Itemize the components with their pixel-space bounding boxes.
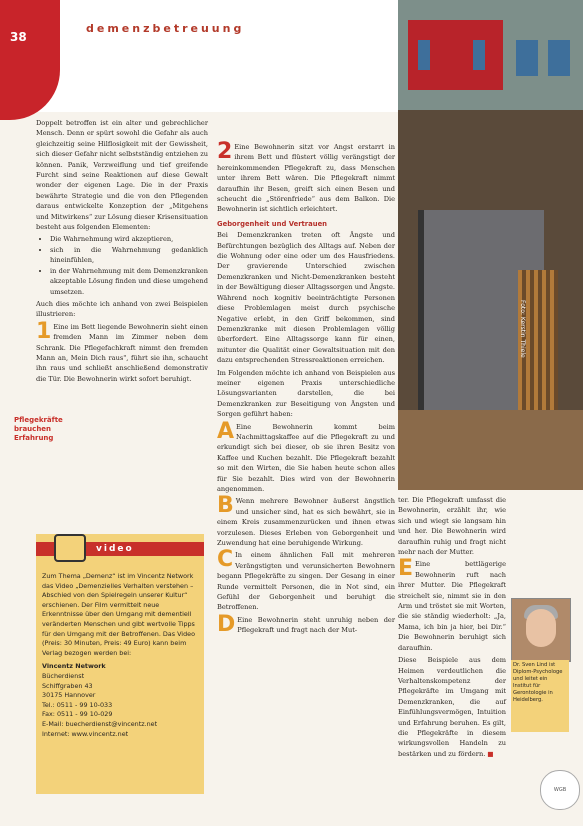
bullet-list (36, 234, 208, 296)
author-portrait (511, 598, 571, 662)
video-contact-line: Fax: 0511 - 99 10-029 (42, 710, 113, 719)
example-paragraph (217, 611, 395, 637)
video-contact-line: Tel.: 0511 - 99 10-033 (42, 700, 113, 709)
pull-quote: Pflegekräfte brauchen Erfahrung (14, 416, 63, 442)
example-paragraph (398, 556, 506, 653)
section-title: demenzbetreuung (86, 22, 245, 35)
paragraph: Im Folgenden möchte ich anhand von Beispielen aus meiner eigenen Praxis unterschiedliche Lösungsvarianten darstellen, die bei Demenzkranken zur Beseitigung von Ängsten und Sorgen geführt haben: (217, 368, 395, 419)
example-paragraph (217, 493, 395, 548)
drop-number-2: 2 (217, 139, 233, 164)
example-text: Eine Bewohnerin kommt beim Nachmittagskaffee auf die Pflegekraft zu und erkundigt sich bei dieser, ob sie ihren Besitz von Kaffee und Kuchen bezahlt. Die Pflegekraft bezahlt so mit den Wirten, die Sie haben heute schon alles für Sie bezahlt. Dies wird von der Bewohnerin angenommen. (217, 422, 395, 493)
drop-letter-a: A (217, 418, 235, 444)
video-contact-line: Schiffgraben 43 (42, 681, 93, 690)
video-contact-line: E-Mail: buecherdienst@vincentz.net (42, 719, 158, 728)
example-text: Eine bettlägerige Bewohnerin ruft nach ihrer Mutter. Die Pflegekraft streichelt sie, nimmt sie in den Arm und tröstet sie mit Worten, die sie ständig wiederholt: „Ja, Mama, ich bin ja hier, bei Dir.“ Die Bewohnerin beruhigt sich daraufhin. (398, 560, 506, 652)
photo-window (418, 40, 430, 70)
end-mark: ■ (487, 749, 494, 758)
video-camera-icon (54, 534, 86, 562)
page-number: 38 (10, 30, 27, 44)
example-text: Eine Bewohnerin sitzt vor Angst erstarrt in ihrem Bett und flüstert völlig verängstigt der hereinkommenden Pflegekraft zu, dass Menschen unter ihrem Bett wären. Die Pflegekraft nimmt daraufhin ihr Besen, greift sich einen Besen und scheucht die „Störenfriede“ aus dem Balkon. Die Bewohnerin ist sichtlich erleichtert. (217, 143, 395, 214)
column-2 (217, 139, 395, 638)
photo-caption: Foto: Kerstin Thiele (519, 300, 526, 358)
example-text: In einem ähnlichen Fall mit mehreren Verängstigten und verunsicherten Bewohnern begann Pflegekräfte zu singen. Der Gesang in einer Runde vermittelt Personen, die in Not sind, ein Gefühl der Geborgenheit und beruhigt die Betroffenen. (217, 551, 395, 612)
example-paragraph (217, 139, 395, 215)
video-infobox (36, 534, 204, 794)
author-caption: Dr. Sven Lind ist Diplom-Psychologe und leitet ein Institut für Gerontologie in Heidelberg. (511, 660, 569, 732)
photo-window (473, 40, 485, 70)
paragraph (398, 655, 506, 759)
example-text: Eine im Bett liegende Bewohnerin sieht einen fremden Mann im Zimmer neben dem Schrank. Die Pflegefachkraft nimmt den fremden Mann an, Mein Dich raus", führt sie ihn, schaucht ihn raus und schließt anschließend demonstrativ die Tür. Die Bewohnerin wirkt sofort beruhigt. (36, 322, 208, 383)
drop-letter-d: D (217, 611, 236, 637)
bullet-item: • Die Wahrnehmung wird akzeptieren, (50, 234, 208, 244)
journal-seal: WGB (540, 770, 580, 810)
column-3 (398, 495, 506, 761)
video-contact-line: Internet: www.vincentz.net (42, 729, 129, 738)
subheading: Geborgenheit und Vertrauen (217, 219, 328, 228)
video-publisher: Vincentz Network (42, 662, 106, 671)
example-paragraph (217, 547, 395, 612)
paragraph-text: Diese Beispiele aus dem Heimen verdeutlichen die Verhaltenskompetenz der Pflegekräfte im Umgang mit Demenzkranken, die auf Einfühlungsvermögen, Intuition und Erfahrung beruhen. Es gilt, die Pflegekräfte in diesem wirkungsvollen Handeln zu bestärken und zu fördern. (398, 656, 506, 758)
photo-window (516, 40, 538, 76)
paragraph: Doppelt betroffen ist ein alter und gebrechlicher Mensch. Denn er spürt sowohl die Gefahr als auch gleichzeitig seine Hilflosigkeit mit der Gewissheit, sich dieser Gefahr nicht selbstständig entziehen zu können. Panik, Verzweiflung und tief greifende Furcht sind seine Reaktionen auf diese Gewalt wonder der eigenen Lage. Die in der Praxis bewährte Strategie und die von den Pflegenden daraus entwickelte Konzeption der „Mitgehens und Mitwirkens“ zur Lösung dieser Krisensituation besteht aus folgenden Elementen: (36, 119, 208, 232)
drop-letter-c: C (217, 547, 234, 573)
example-text: Wenn mehrere Bewohner äußerst ängstlich und unsicher sind, hat es sich bewährt, sie in einem Kreis zusammenzurücken und ihnen etwas vorzulesen. Dieses Erleben von Geborgenheit und Zuwendung hat eine beruhigende Wirkung. (217, 497, 395, 548)
drop-number-1: 1 (36, 318, 52, 344)
bullet-item: • sich in die Wahrnehmung gedanklich hineinfühlen, (50, 245, 208, 266)
paragraph: Bei Demenzkranken treten oft Ängste und Befürchtungen bezüglich des Alltags auf. Neben der die Wohnung oder eine oder um des Hausfriedens. Der gravierende Unterschied zwischen Demenzkranken und Nicht-Demenzkranken besteht in der Bewältigung dieser Alltagssorgen und Ängste. Während noch kognitiv beeinträchtigte Personen diese Problemlagen meist durch psychische Negative erlebt, in den Griff bekommen, sind Demenzkranke mit diesen Problemlagen völlig überfordert. Eine Alltagssorge kann für einen, mitunter die Qualität einer Gewaltsituation mit den dazu entsprechenden Stressreaktionen erreichen. (217, 231, 395, 365)
photo-window (548, 40, 570, 76)
photo (398, 0, 583, 490)
example-paragraph (36, 318, 208, 384)
example-text: Eine Bewohnerin steht unruhig neben der Pflegekraft und fragt nach der Mut- (237, 615, 395, 635)
bullet-item: • in der Wahrnehmung mit dem Demenzkranken akzeptable Lösung finden und diese umgehend umsetzen. (50, 266, 208, 297)
video-title: video (96, 544, 134, 554)
video-contact-line: Bücherdienst (42, 671, 85, 680)
paragraph: Auch dies möchte ich anhand von zwei Beispielen illustrieren: (36, 299, 208, 319)
photo-floor (398, 410, 583, 490)
paragraph: ter. Die Pflegekraft umfasst die Bewohnerin, erzählt ihr, wie sich und wiegt sie langsam hin und her. Die Bewohnerin wird daraufhin ruhig und fragt nicht mehr nach der Mutter. (398, 496, 506, 557)
drop-letter-e: E (398, 556, 414, 582)
example-paragraph (217, 418, 395, 495)
video-body (42, 572, 200, 739)
video-description: Zum Thema „Demenz“ ist im Vincentz Network das Video „Demenzielles Verhalten verstehen – Abschied von den Spielregeln unserer Kultur“ erschienen. Der Film vermittelt neue Erkenntnisse über den Umgang mit dementiell veränderten Menschen und gibt wertvolle Tipps für den Umgang mit der Betroffenen. Das Video (Preis: 30 Minuten, Preis: 49 Euro) kann beim Verlag bezogen werden bei: (42, 572, 195, 657)
video-contact-line: 30175 Hannover (42, 691, 96, 700)
drop-letter-b: B (217, 493, 234, 519)
column-1 (36, 118, 208, 386)
portrait-face (526, 609, 556, 647)
